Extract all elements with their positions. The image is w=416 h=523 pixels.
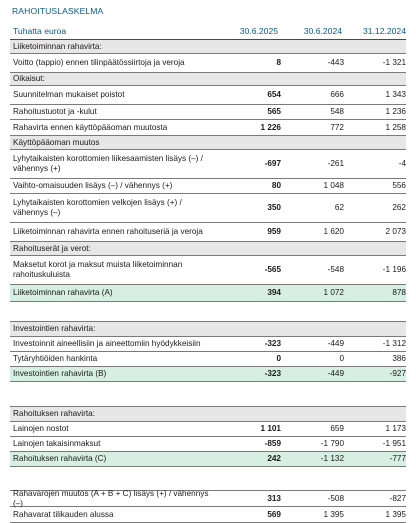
value-2024-12: -1 321	[382, 58, 406, 67]
value-2024-12: 1 236	[385, 107, 406, 116]
table-row	[10, 422, 406, 437]
table-row	[10, 120, 406, 136]
table-row	[10, 256, 406, 285]
table-row	[10, 488, 406, 508]
value-2024-12: 878	[392, 288, 406, 297]
row-label: Rahoituksen rahavirta (C)	[13, 454, 107, 463]
value-2024-06: 1 620	[323, 227, 344, 236]
row-label: Investointien rahavirta:	[13, 324, 96, 333]
value-2024-12: -927	[389, 369, 406, 378]
table-row	[10, 105, 406, 120]
row-label: Vaihto-omaisuuden lisäys (–) / vähennys (+)	[13, 181, 173, 190]
value-2024-12: -827	[389, 493, 406, 503]
row-label: Rahoituksen rahavirta:	[13, 409, 95, 418]
row-label: Lainojen nostot	[13, 424, 69, 433]
spacer-row	[10, 302, 406, 322]
value-2024-12: 262	[392, 203, 406, 212]
value-2024-12: 1 395	[385, 509, 406, 519]
value-2024-12: -4	[398, 159, 406, 168]
total-row	[10, 285, 406, 302]
row-label: Oikaisut:	[13, 74, 45, 83]
value-2025-06: -697	[264, 159, 281, 168]
value-2025-06: -323	[264, 339, 281, 348]
table-row	[10, 194, 406, 223]
table-row	[10, 223, 406, 242]
table-row	[10, 352, 406, 367]
table-row	[10, 437, 406, 452]
row-label: Lainojen takaisinmaksut	[13, 439, 101, 448]
row-label: Lyhytaikaisten korottomien velkojen lisäys (+) / vähennys (–)	[13, 198, 182, 217]
value-2024-06: -548	[327, 265, 344, 274]
unit-label: Tuhatta euroa	[13, 26, 67, 36]
section-row	[10, 322, 406, 337]
value-2025-06: 0	[276, 354, 281, 363]
table-row	[10, 337, 406, 352]
value-2024-06: 62	[334, 203, 344, 212]
value-2025-06: 8	[276, 58, 281, 67]
value-2024-06: 1 072	[323, 288, 344, 297]
section-row	[10, 136, 406, 150]
value-2024-06: -1 790	[320, 439, 344, 448]
value-2025-06: 394	[267, 288, 281, 297]
row-label: Rahavarojen muutos (A + B + C) lisäys (+) / vähennys (–)	[13, 488, 209, 508]
row-label: Maksetut korot ja maksut muista liiketoiminnan rahoituskuluista	[13, 260, 183, 279]
column-header-2025-06: 30.6.2025	[239, 26, 278, 36]
table-body	[10, 40, 406, 523]
value-2024-12: -1 951	[382, 439, 406, 448]
value-2025-06: 565	[267, 107, 281, 116]
value-2025-06: -565	[264, 265, 281, 274]
value-2024-12: -1 196	[382, 265, 406, 274]
value-2024-06: -261	[327, 159, 344, 168]
value-2024-06: 659	[330, 424, 344, 433]
value-2024-06: 548	[330, 107, 344, 116]
column-header-2024-06: 30.6.2024	[303, 26, 342, 36]
table-row	[10, 86, 406, 105]
table-header	[10, 26, 406, 38]
value-2024-06: -1 132	[320, 454, 344, 463]
value-2024-06: -449	[327, 339, 344, 348]
value-2025-06: 80	[271, 181, 281, 190]
value-2025-06: 350	[267, 203, 281, 212]
row-label: Investoinnit aineellisiin ja aineettomiin hyödykkeisiin	[13, 339, 201, 348]
row-label: Investointien rahavirta (B)	[13, 369, 107, 378]
value-2024-12: 556	[392, 181, 406, 190]
row-label: Liiketoiminnan rahavirta ennen rahoituseriä ja veroja	[13, 227, 203, 236]
value-2024-06: -508	[327, 493, 344, 503]
row-label: Rahavirta ennen käyttöpääoman muutosta	[13, 122, 168, 132]
value-2024-06: 0	[339, 354, 344, 363]
table-row	[10, 179, 406, 194]
spacer-row	[10, 467, 406, 491]
value-2025-06: -859	[264, 439, 281, 448]
value-2024-06: 1 395	[323, 509, 344, 519]
value-2024-06: 772	[330, 122, 344, 132]
value-2024-06: -443	[327, 58, 344, 67]
total-row	[10, 452, 406, 467]
value-2024-12: 2 073	[385, 227, 406, 236]
value-2024-12: -1 312	[382, 339, 406, 348]
total-row	[10, 367, 406, 382]
section-row	[10, 407, 406, 422]
value-2024-12: 1 258	[385, 122, 406, 132]
value-2024-12: 386	[392, 354, 406, 363]
row-label: Lyhytaikaisten korottomien liikesaamisten lisäys (–) / vähennys (+)	[13, 154, 203, 173]
value-2025-06: 959	[267, 227, 281, 236]
row-label: Käyttöpääoman muutos	[13, 137, 100, 147]
row-label: Suunnitelman mukaiset poistot	[13, 90, 125, 99]
value-2025-06: 1 226	[260, 122, 281, 132]
table-row	[10, 507, 406, 523]
row-label: Rahoitustuotot ja -kulut	[13, 107, 97, 116]
value-2024-12: 1 173	[385, 424, 406, 433]
row-label: Tytäryhtiöiden hankinta	[13, 354, 98, 363]
row-label: Voitto (tappio) ennen tilinpäätössiirtoja ja veroja	[13, 58, 185, 67]
table-row	[10, 54, 406, 73]
value-2025-06: 1 101	[260, 424, 281, 433]
value-2024-12: 1 343	[385, 90, 406, 99]
column-header-2024-12: 31.12.2024	[362, 26, 406, 36]
row-label: Liiketoiminnan rahavirta (A)	[13, 288, 113, 297]
value-2024-06: 666	[330, 90, 344, 99]
page-title: RAHOITUSLASKELMA	[12, 6, 104, 16]
row-label: Rahavarat tilikauden alussa	[13, 509, 114, 519]
table-row	[10, 150, 406, 179]
value-2025-06: -323	[264, 369, 281, 378]
row-label: Rahoituserät ja verot:	[13, 243, 91, 253]
value-2025-06: 313	[267, 493, 281, 503]
spacer-row	[10, 382, 406, 407]
value-2025-06: 654	[267, 90, 281, 99]
section-row	[10, 242, 406, 256]
value-2024-06: -449	[327, 369, 344, 378]
section-row	[10, 73, 406, 86]
value-2024-06: 1 048	[323, 181, 344, 190]
value-2025-06: 242	[267, 454, 281, 463]
value-2024-12: -777	[389, 454, 406, 463]
row-label: Liiketoiminnan rahavirta:	[13, 41, 102, 51]
section-row	[10, 40, 406, 54]
value-2025-06: 569	[267, 509, 281, 519]
